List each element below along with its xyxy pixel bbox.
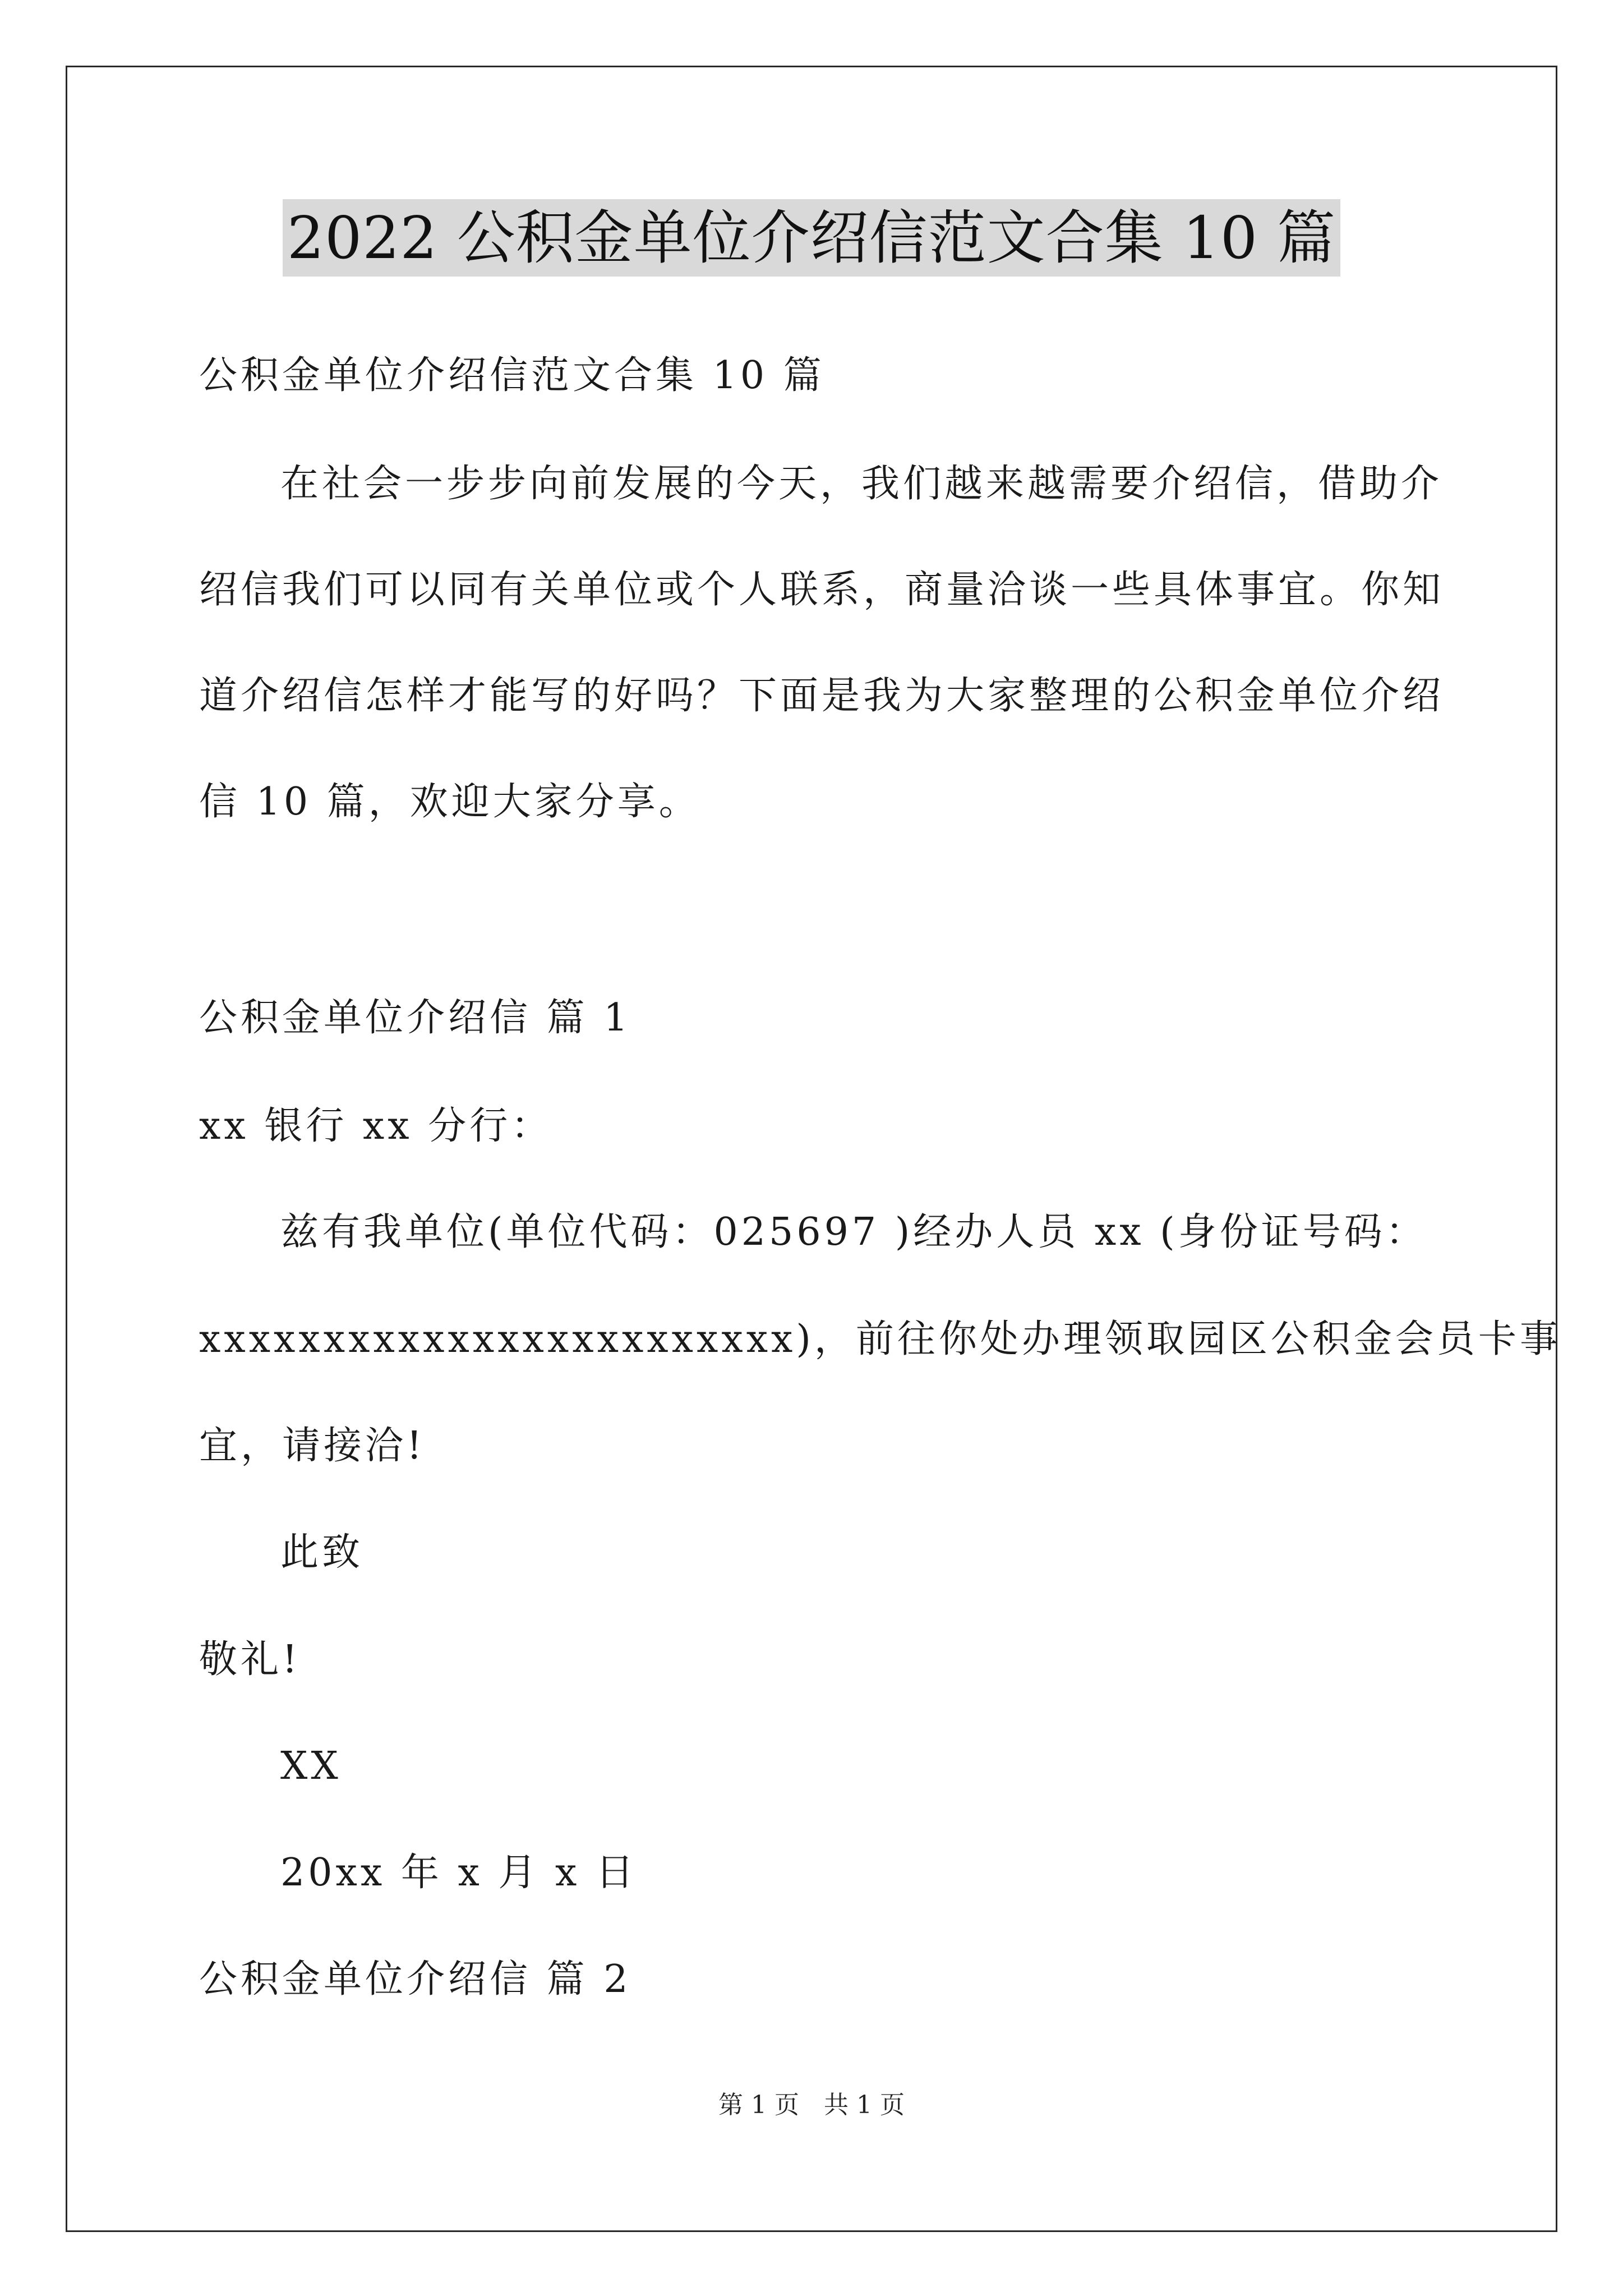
section1-salutation: xx 银行 xx 分行： [199,1104,553,1148]
intro-line-1: 在社会一步步向前发展的今天，我们越来越需要介绍信，借助介 [280,462,1443,506]
intro-line-3: 道介绍信怎样才能写的好吗？下面是我为大家整理的公积金单位介绍 [199,674,1445,718]
document-title: 2022 公积金单位介绍信范文合集 10 篇 [283,199,1340,277]
section1-regards: 敬礼! [199,1637,301,1682]
title-container [0,199,1623,277]
document-subtitle: 公积金单位介绍信范文合集 10 篇 [199,353,825,398]
page-footer: 第 1 页 共 1 页 [718,2091,905,2119]
section1-date: 20xx 年 x 月 x 日 [280,1851,638,1895]
section1-body-line-3: 宜，请接洽! [199,1424,426,1468]
section1-closing: 此致 [280,1530,364,1575]
section1-heading: 公积金单位介绍信 篇 1 [199,996,631,1040]
section1-body-line-2: xxxxxxxxxxxxxxxxxxxxxxxx)，前往你处办理领取园区公积金会员卡事 [199,1317,1561,1361]
section1-signer: XX [280,1744,342,1788]
intro-line-2: 绍信我们可以同有关单位或个人联系，商量洽谈一些具体事宜。你知 [199,568,1445,612]
section1-body-line-1: 兹有我单位(单位代码：025697 )经办人员 xx (身份证号码： [280,1210,1427,1254]
section2-heading: 公积金单位介绍信 篇 2 [199,1957,631,2001]
intro-line-4: 信 10 篇，欢迎大家分享。 [199,780,700,824]
